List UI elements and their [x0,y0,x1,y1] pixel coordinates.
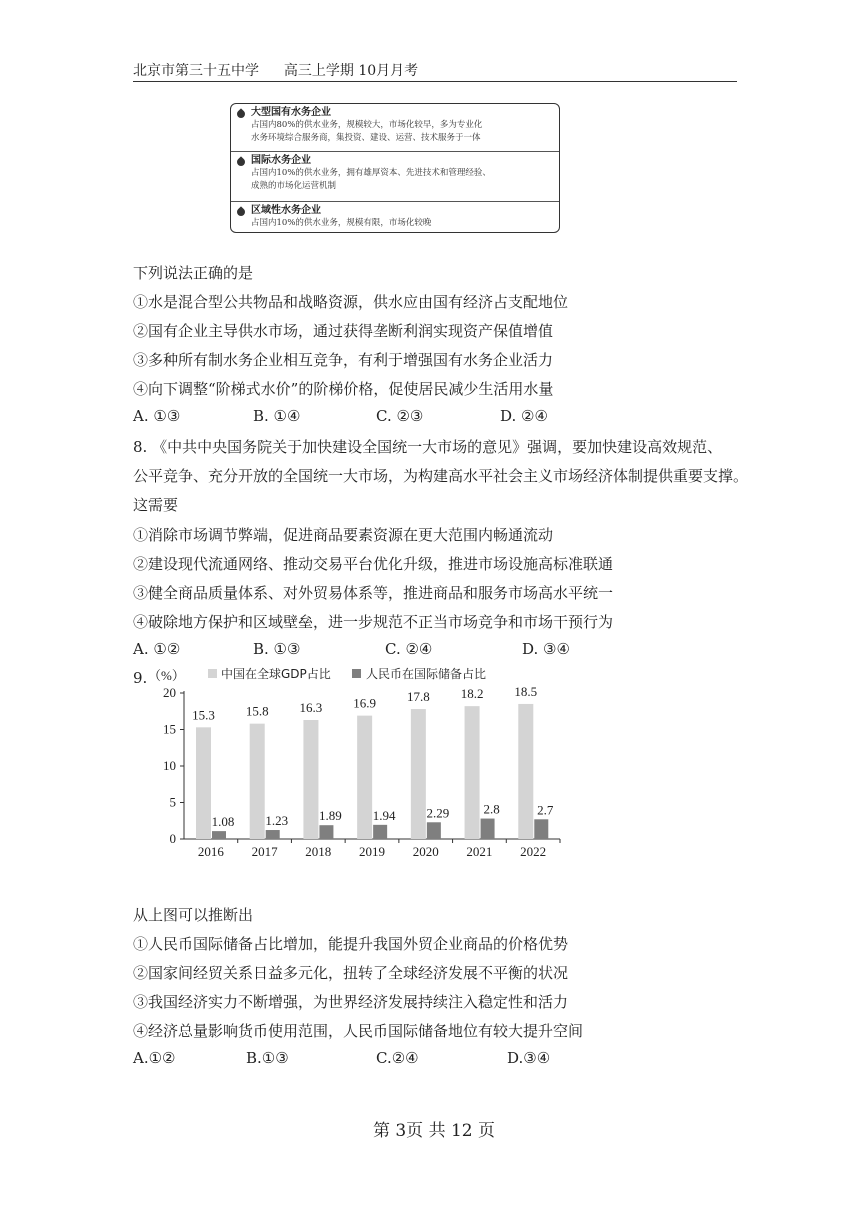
x-tick-label: 2019 [359,844,385,859]
enterprise-description: 水务环境综合服务商，集投资、建设、运营、技术服务于一体 [251,133,481,143]
bar-gdp-share [196,727,211,839]
q7-option-b[interactable]: B. ①④ [253,407,301,425]
enterprise-section [231,152,559,202]
bar-gdp-share [250,724,265,839]
water-drop-icon [235,156,246,167]
data-label-gdp: 18.2 [460,686,484,702]
q7-option-d[interactable]: D. ②④ [500,407,548,425]
enterprise-title: 区域性水务企业 [251,205,321,216]
q7-prompt: 下列说法正确的是 [133,264,254,282]
x-tick-label: 2017 [251,844,278,859]
q8-item-1: ①消除市场调节弊端，促进商品要素资源在更大范围内畅通流动 [133,526,554,544]
data-label-rmb: 1.94 [372,807,396,823]
legend-swatch-gdp [208,669,217,678]
bar-rmb-reserve-share [427,822,441,839]
water-drop-icon [235,206,246,217]
q7-item-1: ①水是混合型公共物品和战略资源，供水应由国有经济占支配地位 [133,293,569,311]
bar-rmb-reserve-share [534,819,548,839]
enterprise-section [231,104,559,152]
q9-option-c[interactable]: C.②④ [376,1049,419,1067]
water-drop-icon [235,108,246,119]
q8-options [133,640,737,660]
q9-item-1: ①人民币国际储备占比增加，能提升我国外贸企业商品的价格优势 [133,935,569,953]
bar-rmb-reserve-share [212,831,226,839]
q7-option-a[interactable]: A. ①③ [133,407,181,425]
q9-options [133,1049,737,1069]
data-label-gdp: 17.8 [406,689,430,705]
header-divider [133,81,737,82]
q8-item-2: ②建设现代流通网络、推动交易平台优化升级，推进市场设施高标准联通 [133,555,614,573]
q8-stem-line-2: 公平竞争、充分开放的全国统一大市场，为构建高水平社会主义市场经济体制提供重要支撑。 [133,467,749,485]
data-label-gdp: 16.3 [299,700,323,716]
q8-stem-line-1: 8. 《中共中央国务院关于加快建设全国统一大市场的意见》强调，要加快建设高效规范、 [133,438,723,456]
data-label-rmb: 2.8 [483,801,500,817]
q8-option-c[interactable]: C. ②④ [385,640,433,658]
bar-gdp-share [465,706,480,839]
header-text [133,60,737,80]
y-axis-unit-label: （%） [148,668,185,683]
q8-option-d[interactable]: D. ③④ [522,640,570,658]
bar-gdp-share [518,704,533,839]
legend-swatch-rmb [352,669,361,678]
q9-option-b[interactable]: B.①③ [246,1049,289,1067]
data-label-gdp: 15.3 [192,707,215,723]
bar-rmb-reserve-share [266,830,280,839]
enterprise-description: 成熟的市场化运营机制 [251,181,337,191]
y-tick-label: 20 [163,685,176,700]
enterprise-description: 占国内10%的供水业务，拥有雄厚资本、先进技术和管理经验、 [251,168,491,178]
bar-rmb-reserve-share [373,825,387,839]
y-tick-label: 15 [163,721,176,737]
q7-item-2: ②国有企业主导供水市场，通过获得垄断利润实现资产保值增值 [133,322,554,340]
data-label-gdp: 16.9 [353,695,377,711]
bar-gdp-share [303,720,318,839]
q9-option-a[interactable]: A.①② [133,1049,176,1067]
x-tick-label: 2018 [305,844,332,859]
exam-term: 高三上学期 10月月考 [283,63,419,79]
q9-item-4: ④经济总量影响货币使用范围，人民币国际储备地位有较大提升空间 [133,1022,584,1040]
bar-gdp-share [411,709,426,839]
legend-label-gdp: 中国在全球GDP占比 [221,667,331,681]
x-tick-label: 2022 [520,844,547,859]
q7-item-3: ③多种所有制水务企业相互竞争，有利于增强国有水务企业活力 [133,351,554,369]
bar-rmb-reserve-share [481,819,495,839]
page-footer: 第 3页 共 12 页 [372,1121,496,1141]
data-label-rmb: 2.29 [426,805,450,821]
q7-item-4: ④向下调整“阶梯式水价”的阶梯价格，促使居民减少生活用水量 [133,380,554,398]
data-label-gdp: 15.8 [245,703,269,719]
q8-option-a[interactable]: A. ①② [133,640,181,658]
y-tick-label: 5 [169,794,176,810]
enterprise-title: 国际水务企业 [251,155,311,166]
school-name: 北京市第三十五中学 [133,63,259,79]
q8-option-b[interactable]: B. ①③ [253,640,301,658]
data-label-rmb: 1.89 [319,808,342,824]
q8-stem-line-3: 这需要 [133,496,179,514]
q9-prompt: 从上图可以推断出 [133,906,254,924]
x-tick-label: 2021 [466,844,493,859]
y-tick-label: 10 [163,758,176,773]
q9-item-3: ③我国经济实力不断增强，为世界经济发展持续注入稳定性和活力 [133,993,569,1011]
x-tick-label: 2020 [412,844,439,859]
enterprise-description: 占国内10%的供水业务，规模有限，市场化较晚 [251,218,432,228]
enterprise-description: 占国内80%的供水业务，规模较大，市场化较早，多为专业化 [251,120,483,130]
data-label-rmb: 1.08 [211,814,235,830]
data-label-rmb: 1.23 [265,813,289,829]
gdp-reserve-bar-chart [130,662,570,862]
q9-number: 9. [133,669,148,687]
q9-option-d[interactable]: D.③④ [507,1049,551,1067]
enterprise-section [231,202,559,232]
q9-item-2: ②国家间经贸关系日益多元化，扭转了全球经济发展不平衡的状况 [133,964,569,982]
q8-item-4: ④破除地方保护和区域壁垒，进一步规范不正当市场竞争和市场干预行为 [133,613,614,631]
water-enterprise-box [230,103,560,233]
bar-gdp-share [357,716,372,839]
q8-item-3: ③健全商品质量体系、对外贸易体系等，推进商品和服务市场高水平统一 [133,584,614,602]
data-label-rmb: 2.7 [537,802,554,818]
data-label-gdp: 18.5 [514,683,538,699]
x-tick-label: 2016 [197,844,224,859]
bar-rmb-reserve-share [319,825,333,839]
legend-label-rmb: 人民币在国际储备占比 [366,667,487,681]
y-tick-label: 0 [169,831,176,846]
enterprise-title: 大型国有水务企业 [251,107,331,118]
q7-options [133,407,737,427]
q7-option-c[interactable]: C. ②③ [376,407,424,425]
